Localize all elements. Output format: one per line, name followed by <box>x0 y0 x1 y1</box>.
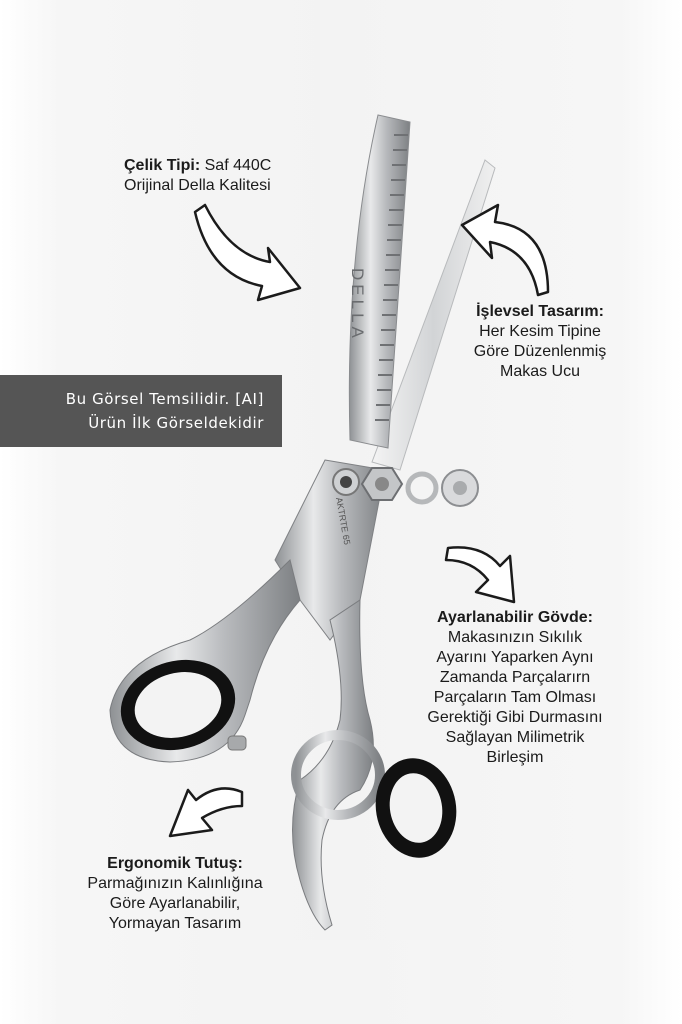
callout-design-title: İşlevsel Tasarım: <box>476 303 604 320</box>
callout-body-title: Ayarlanabilir Gövde: <box>437 609 593 626</box>
callout-grip <box>60 854 290 934</box>
callout-design-line: Her Kesim Tipine <box>479 323 601 340</box>
callout-body-line: Makasınızın Sıkılık <box>447 629 583 646</box>
callout-grip-line: Göre Ayarlanabilir, <box>109 895 241 912</box>
arrow-steel-icon <box>195 205 300 300</box>
arrow-body-icon <box>446 547 514 602</box>
callout-design <box>450 302 630 382</box>
left-finger-ring <box>110 560 300 763</box>
arrow-grip-icon <box>170 788 242 836</box>
callout-body <box>405 608 625 768</box>
blade-brand-engraving: DELLA <box>348 268 367 342</box>
callout-body-line: Birleşim <box>486 749 544 766</box>
callout-steel-title: Çelik Tipi: <box>124 157 201 174</box>
callout-grip-line: Yormayan Tasarım <box>108 915 242 932</box>
callout-grip-line: Parmağınızın Kalınlığına <box>87 875 263 892</box>
callout-body-line: Sağlayan Milimetrik <box>445 729 585 746</box>
callout-body-line: Zamanda Parçalarırn <box>439 669 591 686</box>
arrow-design-icon <box>462 205 548 295</box>
callout-grip-title: Ergonomik Tutuş: <box>107 855 243 872</box>
ai-disclaimer-banner <box>0 375 282 447</box>
callout-body-line: Ayarını Yaparken Aynı <box>436 649 594 666</box>
model-engraving: AKTRTE 65 <box>334 496 353 546</box>
callout-body-line: Parçaların Tam Olması <box>433 689 597 706</box>
callout-body-line: Gerektiği Gibi Durmasını <box>427 709 603 726</box>
callout-steel-text: Saf 440C <box>204 157 272 174</box>
callout-design-line: Göre Düzenlenmiş <box>473 343 607 360</box>
disclaimer-line1: Bu Görsel Temsilidir. [AI] <box>65 390 264 408</box>
callout-steel <box>124 156 271 196</box>
disclaimer-line2: Ürün İlk Görseldekidir <box>88 414 264 432</box>
callout-steel-line2: Orijinal Della Kalitesi <box>124 177 271 194</box>
callout-design-line: Makas Ucu <box>499 363 581 380</box>
